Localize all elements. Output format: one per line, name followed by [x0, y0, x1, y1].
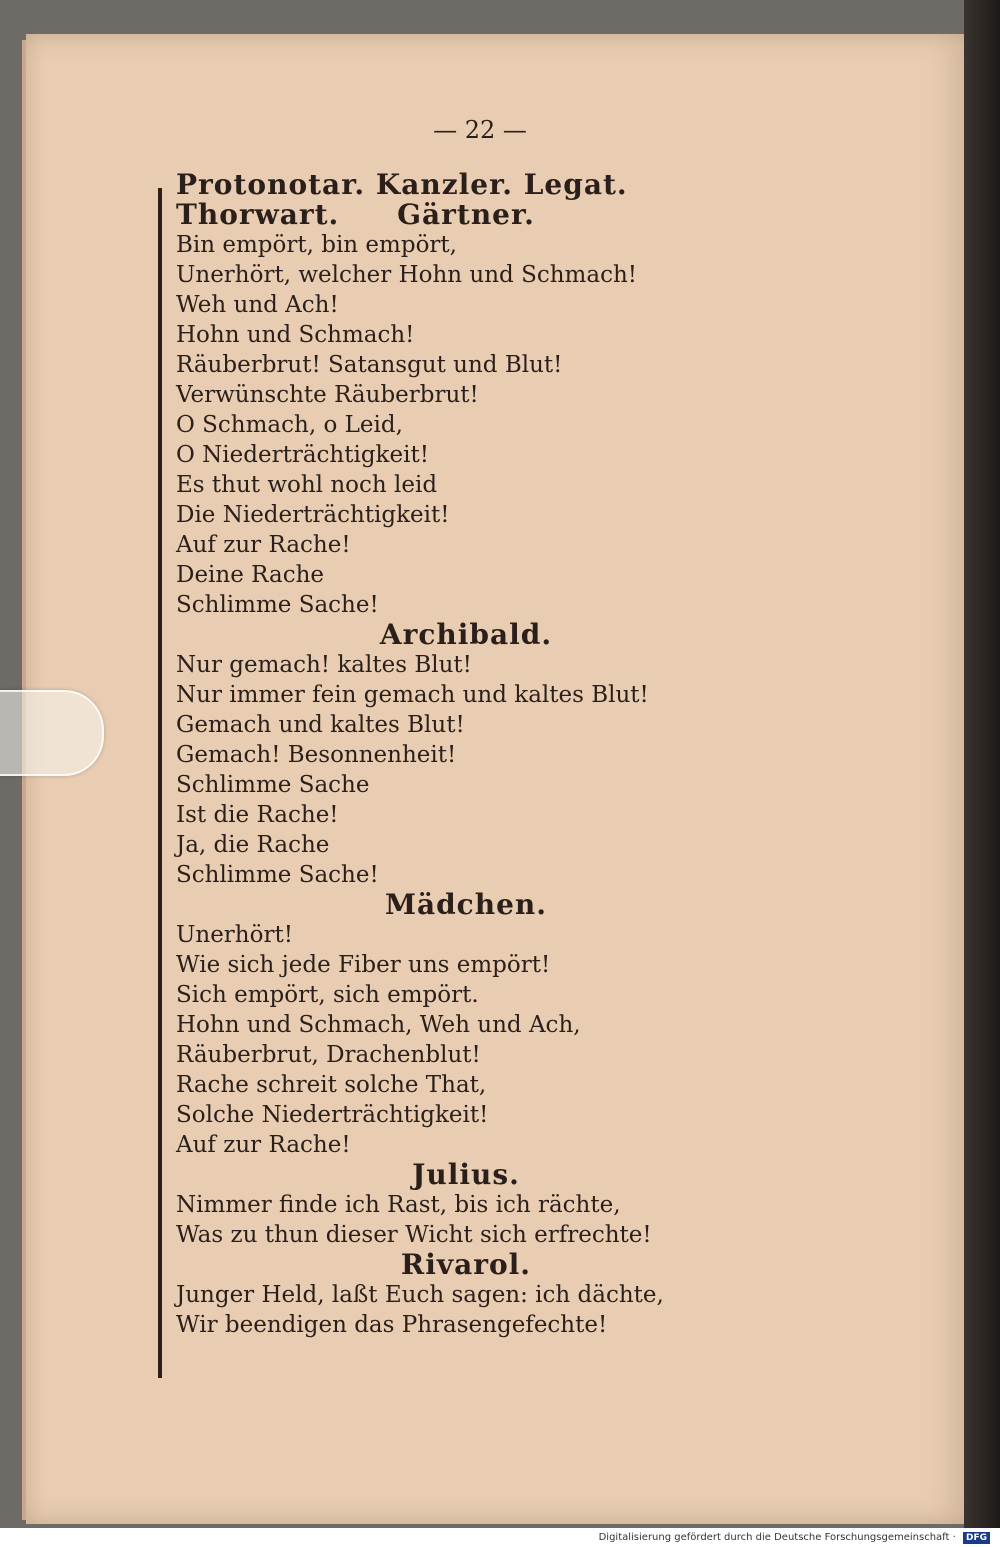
speaker-heading: Julius.	[412, 1158, 520, 1191]
footer-credit	[0, 1532, 990, 1547]
speaker-heading-continued: Gärtner.	[397, 198, 535, 231]
text-block	[176, 170, 796, 1340]
verse-line: Bin empört, bin empört,	[176, 232, 457, 258]
verse-line: Auf zur Rache!	[176, 532, 351, 558]
verse-line: Ja, die Rache	[176, 832, 330, 858]
verse-line: Schlimme Sache	[176, 772, 370, 798]
verse-line: Es thut wohl noch leid	[176, 472, 438, 498]
verse-line: Nur gemach! kaltes Blut!	[176, 652, 472, 678]
verse-line: Gemach und kaltes Blut!	[176, 712, 465, 738]
verse-line: Räuberbrut! Satansgut und Blut!	[176, 352, 563, 378]
speaker-heading: Rivarol.	[400, 1248, 532, 1281]
dfg-logo: DFG	[963, 1532, 990, 1544]
verse-line: Räuberbrut, Drachenblut!	[176, 1042, 481, 1068]
verse-line: Wie sich jede Fiber uns empört!	[176, 952, 551, 978]
speaker-heading: Protonotar. Kanzler. Legat. Thorwart.	[176, 168, 628, 231]
verse-line: Weh und Ach!	[176, 292, 339, 318]
margin-bracket	[158, 188, 162, 1378]
verse-line: Die Niederträchtigkeit!	[176, 502, 450, 528]
verse-line: Hohn und Schmach, Weh und Ach,	[176, 1012, 581, 1038]
verse-line: Auf zur Rache!	[176, 1132, 351, 1158]
verse-line: Unerhört, welcher Hohn und Schmach!	[176, 262, 637, 288]
verse-line: Nur immer fein gemach und kaltes Blut!	[176, 682, 649, 708]
verse-line: Junger Held, laßt Euch sagen: ich dächte,	[176, 1282, 664, 1308]
page-clip	[0, 690, 104, 776]
verse-line: Was zu thun dieser Wicht sich erfrechte!	[176, 1222, 652, 1248]
verse-line: Solche Niederträchtigkeit!	[176, 1102, 489, 1128]
verse-line: Ist die Rache!	[176, 802, 339, 828]
verse-line: O Schmach, o Leid,	[176, 412, 403, 438]
verse-line: Nimmer finde ich Rast, bis ich rächte,	[176, 1192, 621, 1218]
verse-line: Schlimme Sache!	[176, 862, 379, 888]
verse-line: Deine Rache	[176, 562, 325, 588]
verse-line: Rache schreit solche That,	[176, 1072, 487, 1098]
page-number: — 22 —	[433, 116, 527, 144]
verse-line: Wir beendigen das Phrasengefechte!	[176, 1312, 608, 1338]
verse-line: Verwünschte Räuberbrut!	[176, 382, 479, 408]
footer-text: Digitalisierung gefördert durch die Deutsche Forschungsgemeinschaft ·	[598, 1532, 956, 1543]
speaker-heading: Archibald.	[379, 618, 553, 651]
speaker-heading: Mädchen.	[384, 888, 548, 921]
verse-line: Gemach! Besonnenheit!	[176, 742, 457, 768]
verse-line: O Niederträchtigkeit!	[176, 442, 429, 468]
book-binding	[964, 0, 1000, 1528]
verse-line: Sich empört, sich empört.	[176, 982, 479, 1008]
verse-line: Hohn und Schmach!	[176, 322, 415, 348]
verse-line: Schlimme Sache!	[176, 592, 379, 618]
verse-line: Unerhört!	[176, 922, 293, 948]
